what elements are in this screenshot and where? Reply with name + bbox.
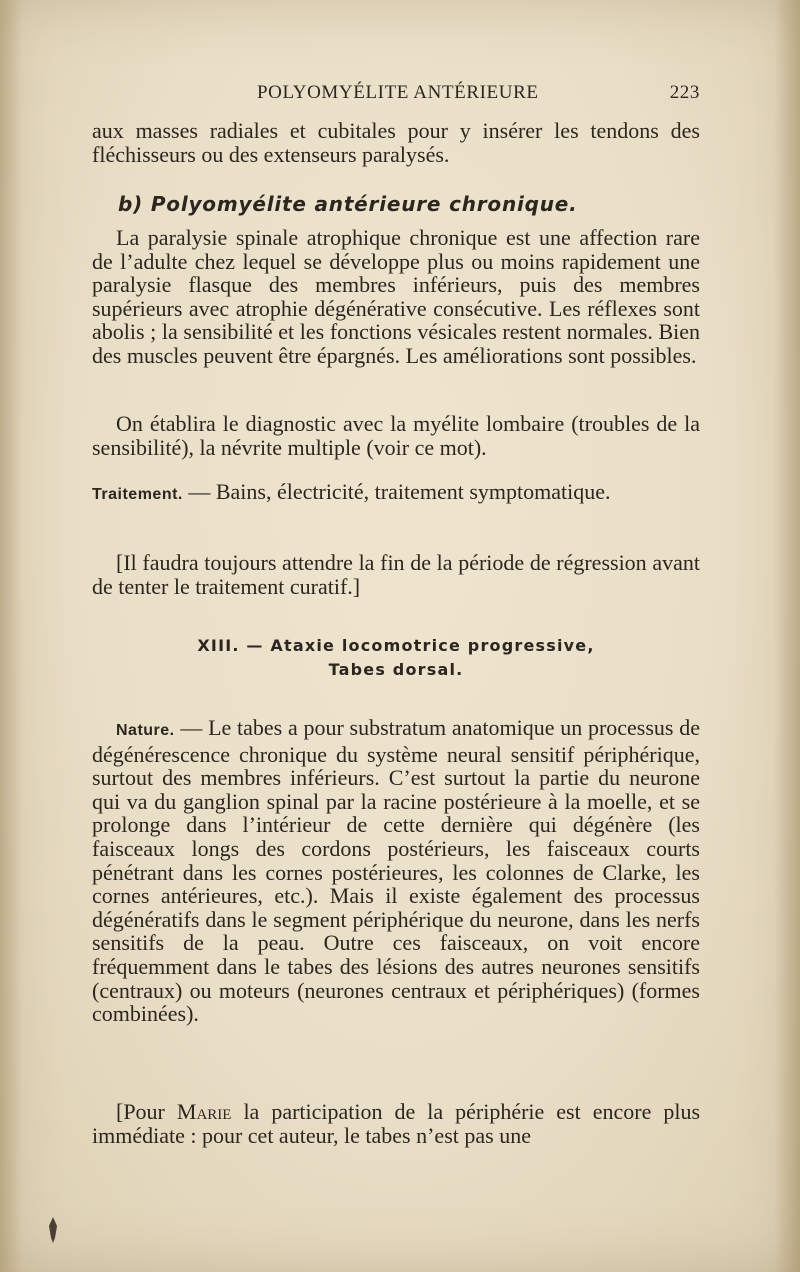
chapter-heading-line-2: Tabes dorsal. [328,660,464,679]
page-edge-shadow-left [0,0,22,1272]
page-edge-shadow-right [774,0,800,1272]
running-title: POLYOMYÉLITE ANTÉRIEURE [257,82,539,103]
nature-text: — Le tabes a pour substratum anatomique un processus de dégénérescence chronique du système neural sensitif périphérique, surtout des membres inférieurs. C’est surtout la partie du neurone qui va du ganglion spinal par la racine postérieure à la moelle, et se prolonge dans l’intérieur de cette dernière qui dégénère (les faisceaux longs des cordons postérieurs, les faisceaux courts pénétrant dans les cornes postérieures, les colonnes de Clarke, les cornes antérieures, etc.). Mais il existe également des processus dégénératifs dans le segment périphérique du neurone, dans les nerfs sensitifs de la peau. Outre ces faisceaux, on voit encore fréquemment dans le tabes des lésions des autres neurones sensitifs (centraux) ou moteurs (neurones centraux et périphériques) (formes combinées). [92,715,700,1027]
treatment-text: — Bains, électricité, traitement symptomatique. [182,479,611,504]
note-marie-start: [Pour [116,1099,177,1124]
nature-label: Nature. [116,722,175,739]
paragraph-diagnosis: On établira le diagnostic avec la myélite lombaire (troubles de la sensibilité), la névrite multiple (voir ce mot). [92,411,700,460]
chapter-heading-line-1: XIII. — Ataxie locomotrice progressive, [197,636,595,655]
running-head [92,82,700,108]
binding-mark-icon [46,1216,60,1244]
paragraph-continuation: aux masses radiales et cubitales pour y insérer les tendons des fléchisseurs ou des extenseurs paralysés. [92,118,700,167]
paragraph-nature [92,716,700,1026]
chapter-heading [92,634,700,682]
subsection-heading: b) Polyomyélite antérieure chronique. [118,192,578,216]
note-marie-rest: la participation de la périphérie est encore plus immédiate : pour cet auteur, le tabes n’est pas une [92,1099,701,1148]
paragraph-treatment [92,480,700,507]
author-name-marie: Marie [176,1099,232,1124]
paragraph-note-marie [92,1100,700,1147]
page-number: 223 [669,82,700,103]
paragraph-note-regression: [Il faudra toujours attendre la fin de la période de régression avant de tenter le traitement curatif.] [92,550,700,599]
paragraph-description: La paralysie spinale atrophique chronique est une affection rare de l’adulte chez lequel se développe plus ou moins rapidement une paralysie flasque des membres inférieurs, puis des membres supérieurs avec atrophie dégénérative consécutive. Les réflexes sont abolis ; la sensibilité et les fonctions vésicales restent normales. Bien des muscles peuvent être épargnés. Les améliorations sont possibles. [92,225,700,368]
treatment-label: Traitement. [92,486,183,503]
